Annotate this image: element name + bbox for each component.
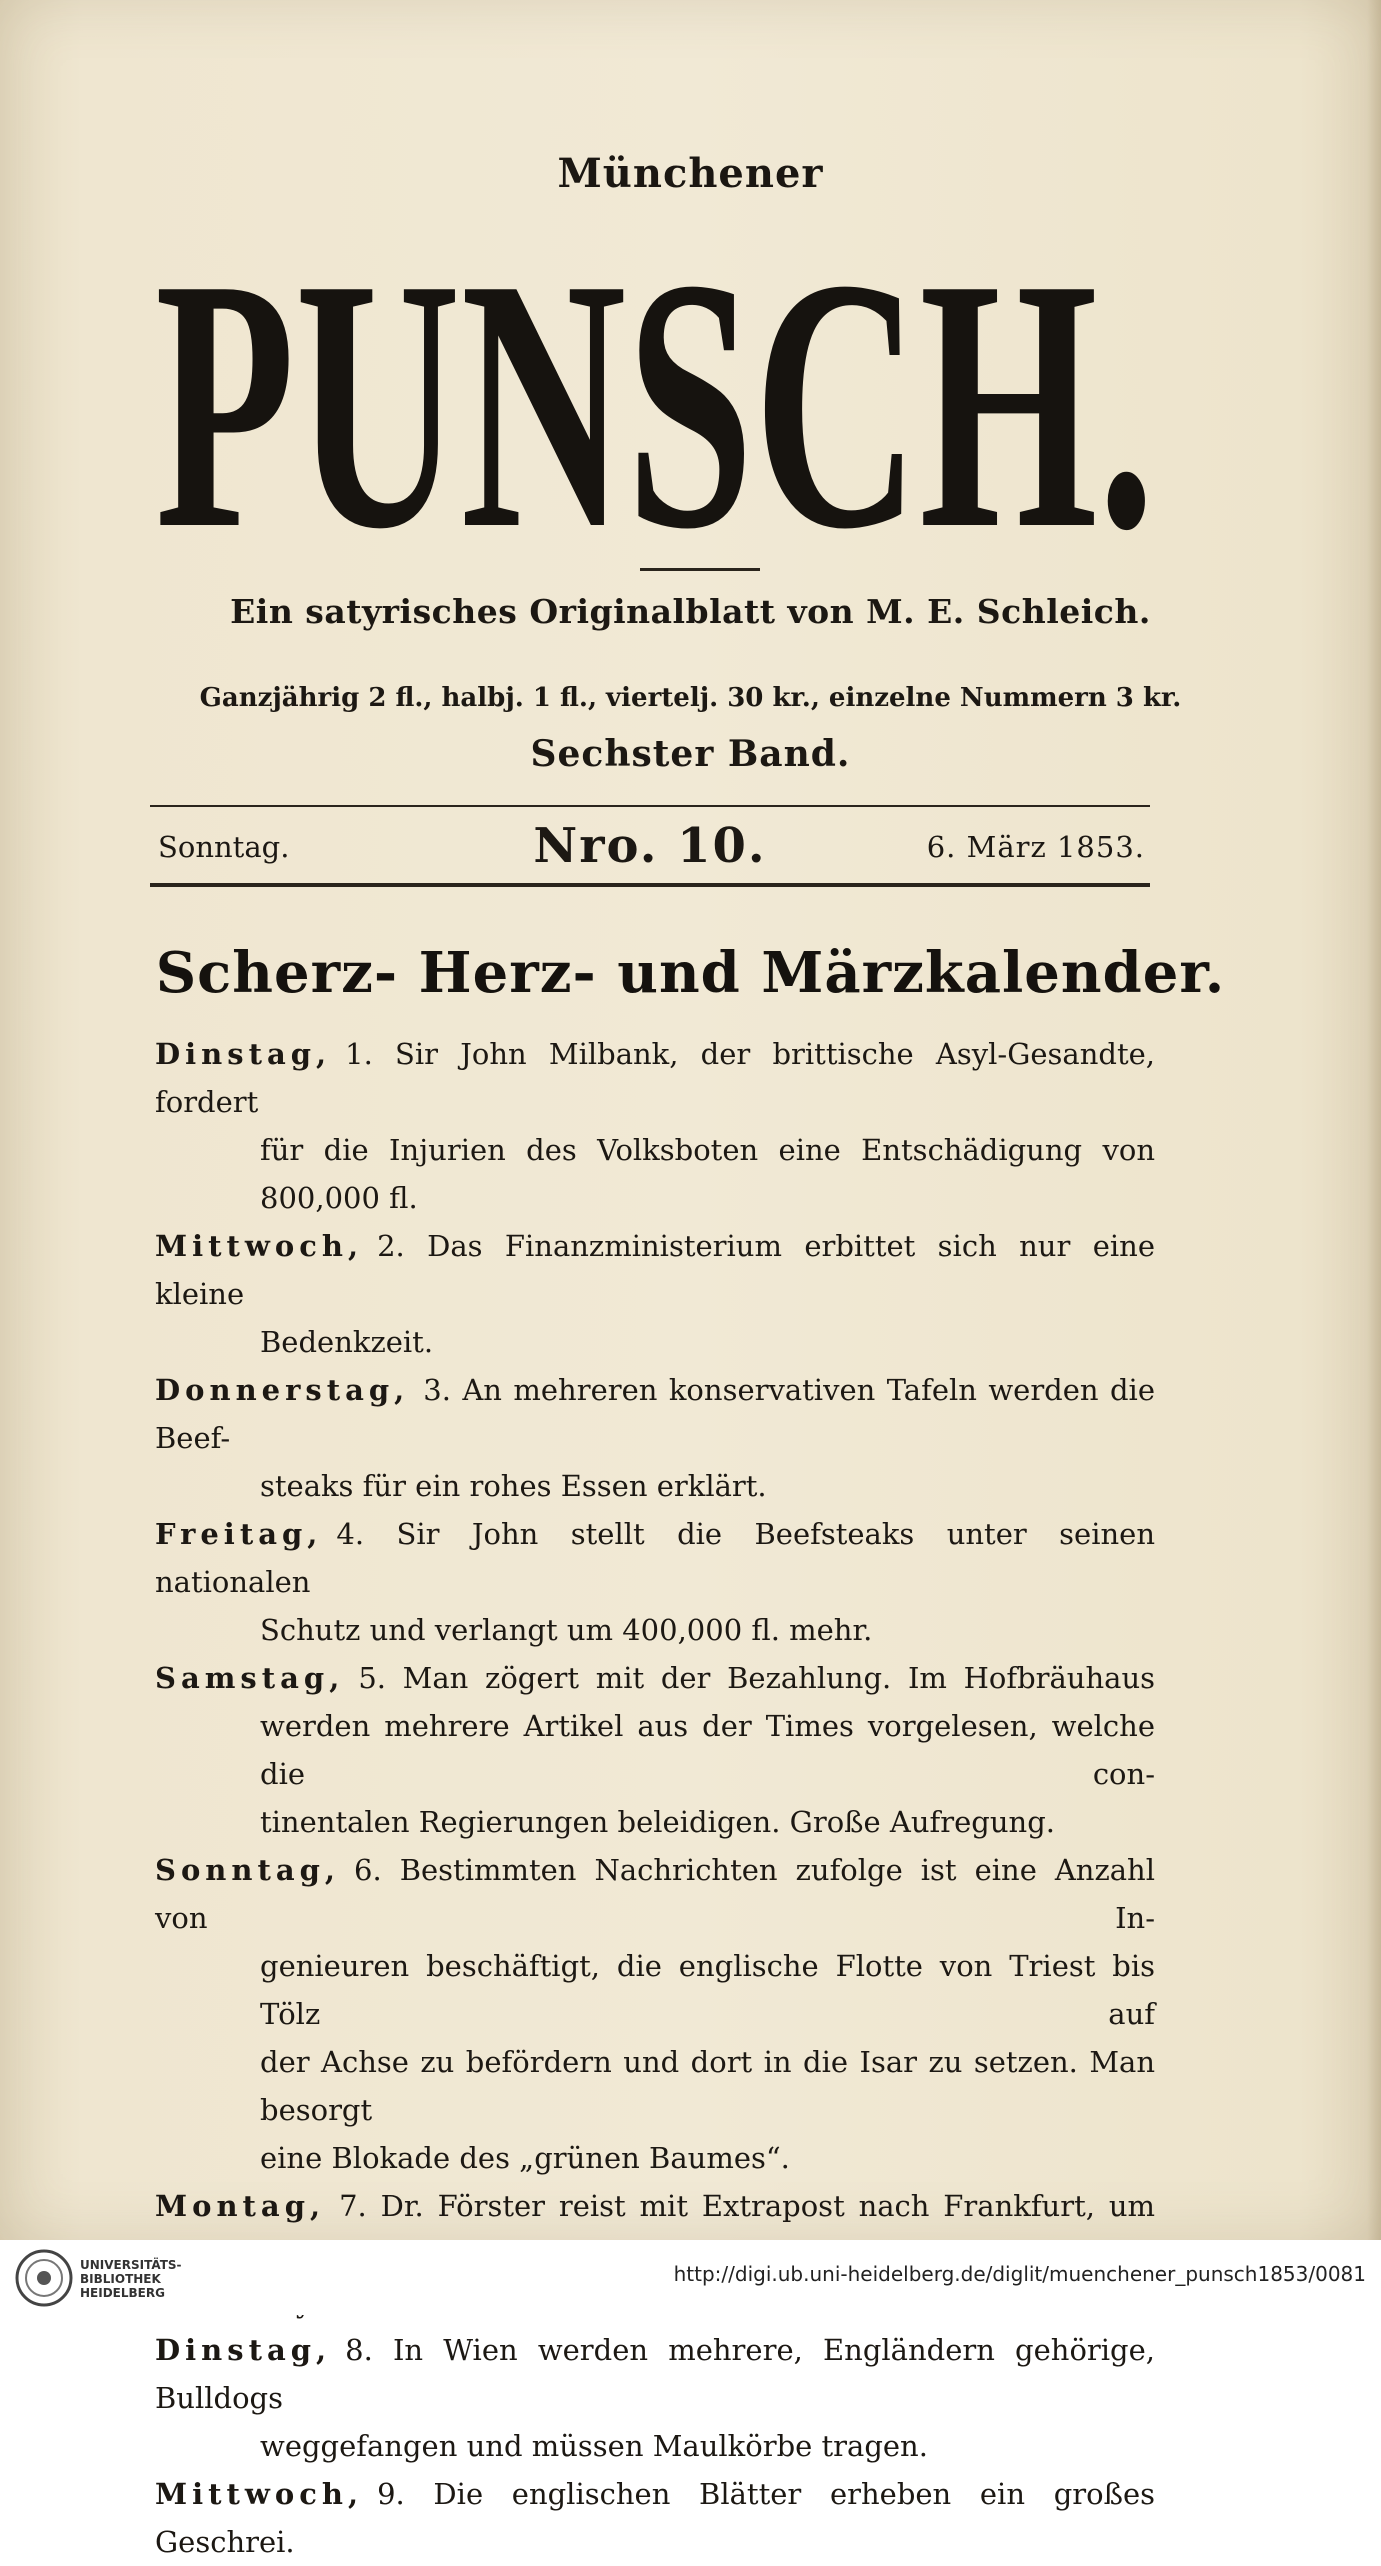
subscription-prices: Ganzjährig 2 fl., halbj. 1 fl., viertelj. 30 kr., einzelne Nummern 3 kr. [199, 683, 1182, 713]
calendar-entry [155, 1654, 1155, 1846]
issue-bottom-rule [150, 883, 1150, 887]
entry-text: 2. Das Finanzministerium erbittet sich nur eine kleine [155, 1229, 1155, 1311]
entry-text: für die Injurien des Volksboten eine Entschädigung von 800,000 fl. [260, 1133, 1155, 1215]
calendar-entry [155, 2326, 1155, 2470]
masthead-title [150, 225, 1160, 545]
issue-line [150, 818, 1150, 878]
entry-day: Mittwoch, [155, 2477, 364, 2511]
library-footer [0, 2240, 1381, 2315]
calendar-entries [155, 1030, 1155, 2566]
entry-text: steaks für ein rohes Essen erklärt. [260, 1469, 767, 1503]
university-seal-icon [14, 2248, 74, 2308]
entry-day: Montag, [155, 2189, 326, 2223]
calendar-entry [155, 1222, 1155, 1366]
calendar-entry [155, 1030, 1155, 1222]
entry-day: Sonntag, [155, 1853, 341, 1887]
entry-day: Samstag, [155, 1661, 345, 1695]
page-edge [1367, 0, 1381, 2240]
entry-text: eine Blokade des „grünen Baumes“. [260, 2141, 790, 2175]
issue-number: Nro. 10. [533, 818, 767, 874]
entry-text: 3. An mehreren konservativen Tafeln werden die Beef- [155, 1373, 1155, 1455]
issue-weekday: Sonntag. [158, 830, 290, 864]
entry-text: der Achse zu befördern und dort in die Isar zu setzen. Man besorgt [260, 2045, 1155, 2127]
entry-text: 7. Dr. Förster reist mit Extrapost nach Frankfurt, um [339, 2189, 1155, 2223]
masthead-kicker: Münchener [557, 150, 824, 197]
masthead-text: PUNSCH. [155, 225, 1155, 545]
entry-text: Schutz und verlangt um 400,000 fl. mehr. [260, 1613, 873, 1647]
subtitle: Ein satyrisches Originalblatt von M. E. Schleich. [230, 592, 1151, 631]
entry-day: Donnerstag, [155, 1373, 410, 1407]
source-link[interactable]: http://digi.ub.uni-heidelberg.de/diglit/muenchener_punsch1853/0081 [673, 2262, 1366, 2286]
entry-text: genieuren beschäftigt, die englische Flotte von Triest bis Tölz auf [260, 1949, 1155, 2031]
short-divider [640, 568, 760, 571]
entry-text: 9. Die englischen Blätter erheben ein großes Geschrei. [155, 2477, 1155, 2559]
calendar-entry [155, 1366, 1155, 1510]
issue-top-rule [150, 805, 1150, 807]
entry-text: Bedenkzeit. [260, 1325, 434, 1359]
entry-day: Freitag, [155, 1517, 323, 1551]
entry-text: werden mehrere Artikel aus der Times vorgelesen, welche die con- [260, 1709, 1155, 1791]
calendar-entry [155, 1510, 1155, 1654]
entry-text: 1. Sir John Milbank, der brittische Asyl-Gesandte, fordert [155, 1037, 1155, 1119]
section-title: Scherz- Herz- und Märzkalender. [155, 940, 1226, 1006]
entry-day: Dinstag, [155, 1037, 332, 1071]
volume-label: Sechster Band. [530, 733, 851, 775]
entry-day: Dinstag, [155, 2333, 332, 2367]
library-name: UNIVERSITÄTS- BIBLIOTHEK HEIDELBERG [80, 2258, 182, 2300]
entry-text: 5. Man zögert mit der Bezahlung. Im Hofbräuhaus [358, 1661, 1155, 1695]
calendar-entry [155, 1846, 1155, 2182]
issue-date: 6. März 1853. [926, 830, 1145, 864]
entry-text: weggefangen und müssen Maulkörbe tragen. [260, 2429, 928, 2463]
entry-text: 6. Bestimmten Nachrichten zufolge ist eine Anzahl von In- [155, 1853, 1155, 1935]
entry-text: 4. Sir John stellt die Beefsteaks unter seinen nationalen [155, 1517, 1155, 1599]
entry-text: tinentalen Regierungen beleidigen. Große Aufregung. [260, 1805, 1055, 1839]
entry-day: Mittwoch, [155, 1229, 364, 1263]
calendar-entry [155, 2470, 1155, 2566]
entry-text: 8. In Wien werden mehrere, Engländern gehörige, Bulldogs [155, 2333, 1155, 2415]
